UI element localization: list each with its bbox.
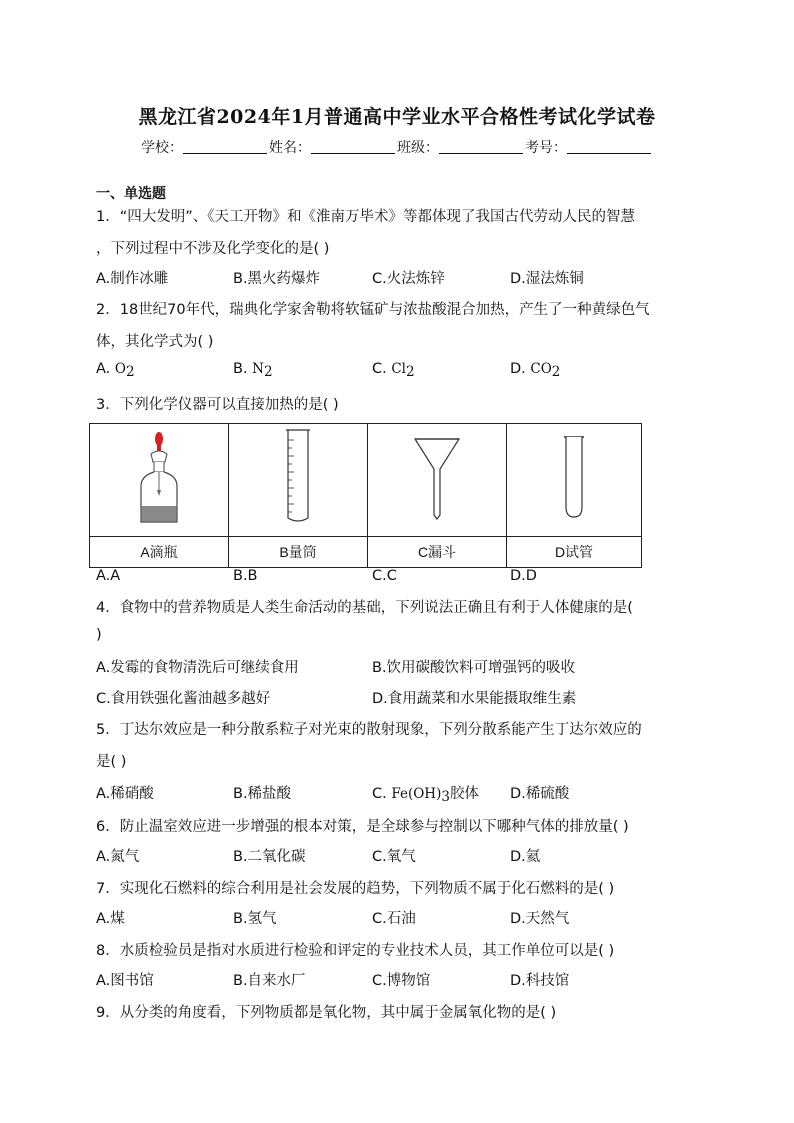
funnel-icon (412, 433, 462, 523)
q8-option-a[interactable]: A.图书馆 (96, 973, 154, 989)
question-2-line-1: 2．18世纪70年代，瑞典化学家舍勒将软锰矿与浓盐酸混合加热，产生了一种黄绿色气 (96, 302, 650, 318)
section-heading: 一、单选题 (96, 186, 166, 202)
q5-option-d[interactable]: D.稀硫酸 (510, 786, 570, 802)
question-1-line-2: ，下列过程中不涉及化学变化的是( ) (96, 241, 330, 257)
q3-option-b[interactable]: B.B (233, 568, 258, 584)
graduated-cylinder-cell (229, 424, 368, 537)
exam-title: 黑龙江省2024年1月普通高中学业水平合格性考试化学试卷 (138, 106, 656, 128)
q2-option-b[interactable]: B. $N_2$ (233, 361, 273, 380)
q5-option-a[interactable]: A.稀硝酸 (96, 786, 154, 802)
apparatus-label-c: C漏斗 (368, 537, 507, 568)
apparatus-label-b: B量筒 (229, 537, 368, 568)
q4-option-a[interactable]: A.发霉的食物清洗后可继续食用 (96, 660, 299, 676)
dropper-bottle-cell (90, 424, 229, 537)
q7-option-b[interactable]: B.氢气 (233, 911, 277, 927)
apparatus-label-d: D试管 (507, 537, 642, 568)
funnel-cell (368, 424, 507, 537)
question-1-line-1: 1．“四大发明”、《天工开物》和《淮南万毕术》等都体现了我国古代劳动人民的智慧 (96, 209, 635, 225)
class-blank[interactable] (439, 141, 523, 154)
question-6-line-1: 6．防止温室效应进一步增强的根本对策，是全球参与控制以下哪种气体的排放量( ) (96, 819, 629, 835)
question-2-line-2: 体，其化学式为( ) (96, 334, 214, 350)
q2-option-a[interactable]: A. $O_2$ (96, 361, 135, 380)
question-7-line-1: 7．实现化石燃料的综合利用是社会发展的趋势，下列物质不属于化石燃料的是( ) (96, 881, 615, 897)
q1-option-d[interactable]: D.湿法炼铜 (510, 271, 584, 287)
q4-option-d[interactable]: D.食用蔬菜和水果能摄取维生素 (372, 691, 577, 707)
question-8-line-1: 8．水质检验员是指对水质进行检验和评定的专业技术人员，其工作单位可以是( ) (96, 943, 615, 959)
class-label: 班级： (397, 140, 439, 156)
student-info-row (0, 137, 794, 157)
question-5-line-2: 是( ) (96, 754, 127, 770)
q6-option-c[interactable]: C.氧气 (372, 849, 416, 865)
apparatus-table (89, 423, 642, 568)
q7-option-a[interactable]: A.煤 (96, 911, 125, 927)
q1-option-c[interactable]: C.火法炼锌 (372, 271, 445, 287)
q6-option-d[interactable]: D.氦 (510, 849, 541, 865)
name-label: 姓名： (269, 140, 311, 156)
question-3-line-1: 3．下列化学仪器可以直接加热的是( ) (96, 397, 339, 413)
dropper-bottle-icon (129, 428, 189, 528)
q6-option-b[interactable]: B.二氧化碳 (233, 849, 306, 865)
q8-option-c[interactable]: C.博物馆 (372, 973, 431, 989)
test-tube-cell (507, 424, 642, 537)
question-5-line-1: 5．丁达尔效应是一种分散系粒子对光束的散射现象，下列分散系能产生丁达尔效应的 (96, 722, 642, 738)
school-blank[interactable] (183, 141, 267, 154)
q1-option-a[interactable]: A.制作冰雕 (96, 271, 169, 287)
q3-option-c[interactable]: C.C (372, 568, 397, 584)
q3-option-a[interactable]: A.A (96, 568, 121, 584)
q4-option-b[interactable]: B.饮用碳酸饮料可增强钙的吸收 (372, 660, 576, 676)
question-9-line-1: 9．从分类的角度看，下列物质都是氧化物，其中属于金属氧化物的是( ) (96, 1005, 557, 1021)
q6-option-a[interactable]: A.氮气 (96, 849, 140, 865)
q2-option-d[interactable]: D. $CO_2$ (510, 361, 561, 380)
q5-option-c[interactable]: C. $Fe(OH)_3$胶体 (372, 786, 479, 805)
q4-option-c[interactable]: C.食用铁强化酱油越多越好 (96, 691, 271, 707)
q8-option-b[interactable]: B.自来水厂 (233, 973, 306, 989)
apparatus-label-a: A滴瓶 (90, 537, 229, 568)
q5-option-b[interactable]: B.稀盐酸 (233, 786, 292, 802)
q1-option-b[interactable]: B.黑火药爆炸 (233, 271, 321, 287)
question-4-line-1: 4．食物中的营养物质是人类生命活动的基础，下列说法正确且有利于人体健康的是( (96, 600, 633, 616)
q2-option-c[interactable]: C. $Cl_2$ (372, 361, 415, 380)
name-blank[interactable] (311, 141, 395, 154)
number-blank[interactable] (567, 141, 651, 154)
q7-option-c[interactable]: C.石油 (372, 911, 416, 927)
q3-option-d[interactable]: D.D (510, 568, 537, 584)
school-label: 学校： (141, 140, 183, 156)
number-label: 考号： (525, 140, 567, 156)
question-4-line-2: ) (96, 627, 102, 643)
q8-option-d[interactable]: D.科技馆 (510, 973, 570, 989)
test-tube-icon (559, 433, 589, 523)
graduated-cylinder-icon (278, 426, 318, 530)
q7-option-d[interactable]: D.天然气 (510, 911, 570, 927)
